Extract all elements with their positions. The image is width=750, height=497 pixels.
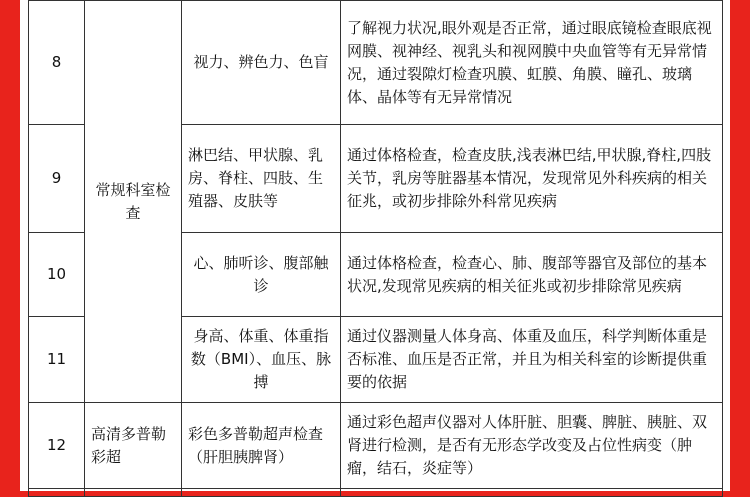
description-cell: 通过体格检查，检查心、肺、腹部等器官及部位的基本状况,发现常见疾病的相关征兆或初步排除常见疾病 [341,233,723,317]
description-cell: 了解视力状况,眼外观是否正常，通过眼底镜检查眼底视网膜、视神经、视乳头和视网膜中央血管等有无异常情况，通过裂隙灯检查巩膜、虹膜、角膜、瞳孔、玻璃体、晶体等有无异常情况 [341,1,723,125]
empty-cell [182,489,341,497]
category-cell: 常规科室检查 [85,1,182,403]
item-cell: 彩色多普勒超声检查（肝胆胰脾肾） [182,403,341,489]
empty-cell [341,489,723,497]
description-cell: 通过仪器测量人体身高、体重及血压，科学判断体重是否标准、血压是否正常，并且为相关科室的诊断提供重要的依据 [341,317,723,403]
empty-cell [29,489,85,497]
row-number: 9 [29,125,85,233]
exam-items-table [28,0,723,497]
table-row [29,489,723,497]
item-cell: 心、肺听诊、腹部触诊 [182,233,341,317]
row-number: 10 [29,233,85,317]
category-cell: 高清多普勒彩超 [85,403,182,489]
row-number: 11 [29,317,85,403]
table-row [29,1,723,125]
item-cell: 视力、辨色力、色盲 [182,1,341,125]
page-sheet [20,0,730,491]
description-cell: 通过体格检查，检查皮肤,浅表淋巴结,甲状腺,脊柱,四肢关节，乳房等脏器基本情况，发现常见外科疾病的相关征兆，或初步排除外科常见疾病 [341,125,723,233]
row-number: 12 [29,403,85,489]
item-cell: 身高、体重、体重指数（BMI）、血压、脉搏 [182,317,341,403]
table-row [29,403,723,489]
item-cell: 淋巴结、甲状腺、乳房、脊柱、四肢、生殖器、皮肤等 [182,125,341,233]
row-number: 8 [29,1,85,125]
empty-cell [85,489,182,497]
description-cell: 通过彩色超声仪器对人体肝脏、胆囊、脾脏、胰脏、双肾进行检测，是否有无形态学改变及占位性病变（肿瘤，结石，炎症等） [341,403,723,489]
